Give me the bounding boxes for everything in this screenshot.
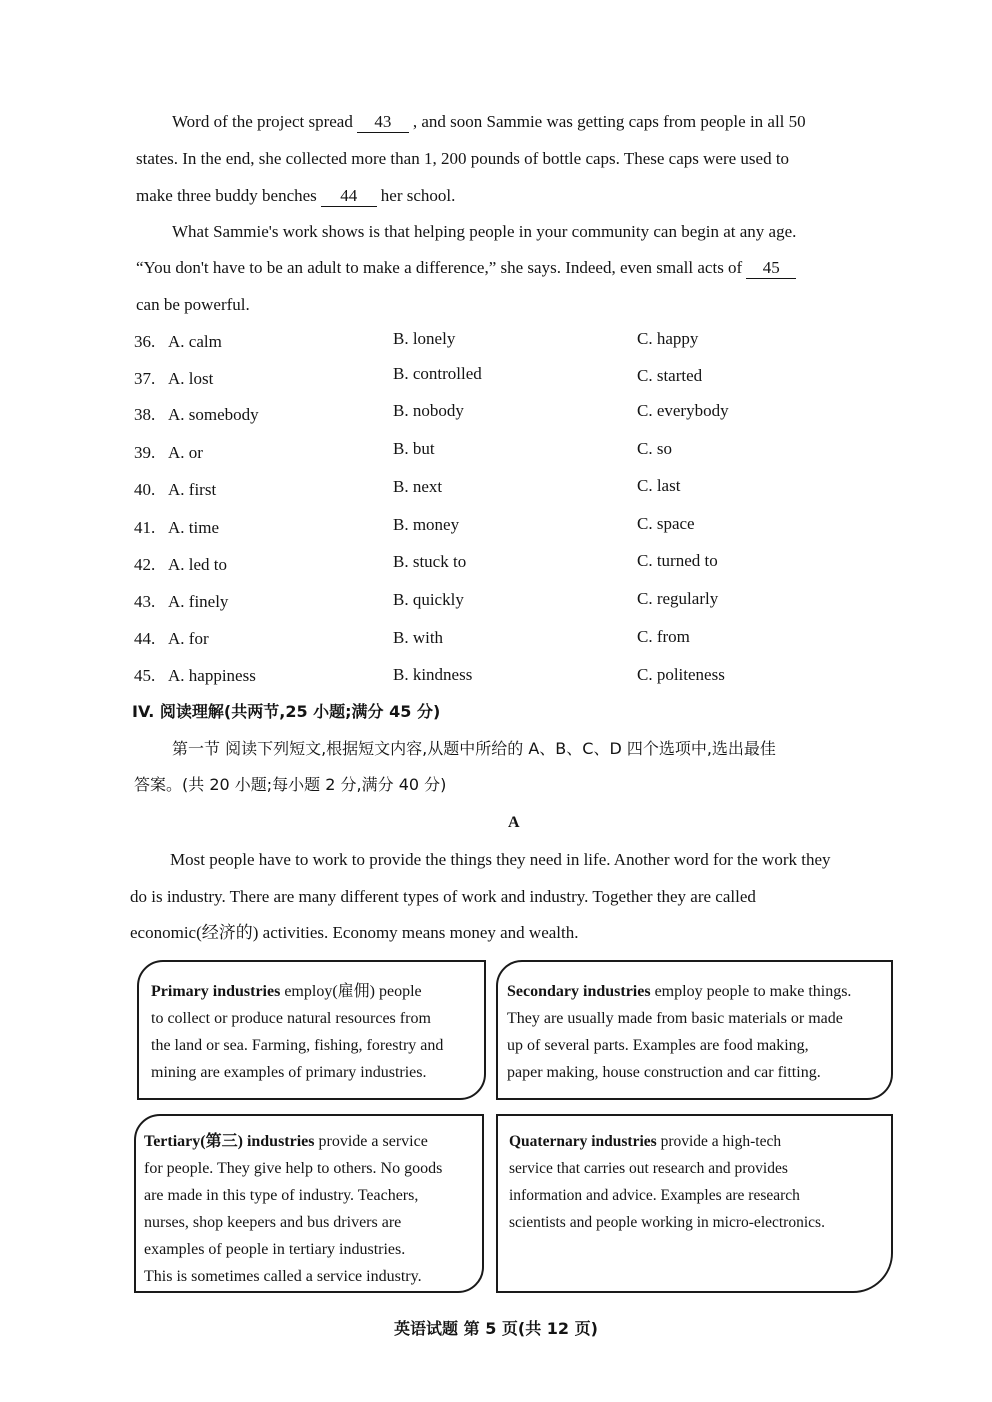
- passage-line: [136, 184, 455, 208]
- option-number: 42.: [134, 555, 156, 574]
- section-instructions: 答案。(共 20 小题;每小题 2 分,满分 40 分): [134, 775, 447, 794]
- option-b: B. lonely: [393, 329, 456, 348]
- page-footer: 英语试题 第 5 页(共 12 页): [394, 1319, 598, 1338]
- passage-a-line: economic(经济的) activities. Economy means money and wealth.: [130, 923, 579, 942]
- passage-a-line: Most people have to work to provide the things they need in life. Another word for the work they: [170, 850, 831, 869]
- section-heading: IV. 阅读理解(共两节,25 小题;满分 45 分): [132, 702, 441, 721]
- option-c: C. from: [637, 627, 690, 646]
- box-text: are made in this type of industry. Teachers,: [144, 1187, 419, 1204]
- passage-text: “You don't have to be an adult to make a difference,” she says. Indeed, even small acts of: [136, 258, 743, 277]
- passage-line: [136, 147, 789, 171]
- passage-text: her school.: [380, 186, 456, 205]
- passage-letter: A: [508, 814, 520, 831]
- option-number: 45.: [134, 666, 156, 685]
- box-text: provide a service: [314, 1133, 428, 1150]
- passage-text: , and soon Sammie was getting caps from people in all 50: [412, 112, 806, 131]
- passage-text: Word of the project spread: [172, 112, 353, 131]
- box-text: This is sometimes called a service industry.: [144, 1268, 422, 1285]
- option-b: B. quickly: [393, 590, 464, 609]
- option-a: A. happiness: [168, 666, 256, 685]
- passage-line: [136, 293, 250, 317]
- option-b: B. stuck to: [393, 552, 467, 571]
- option-b: B. with: [393, 628, 444, 647]
- secondary-industries-box: [496, 960, 893, 1100]
- option-b: B. but: [393, 439, 435, 458]
- box-text: employ(雇佣) people: [280, 983, 422, 1000]
- passage-line: [172, 110, 806, 134]
- passage-text: make three buddy benches: [136, 186, 317, 205]
- tertiary-industries-box: [134, 1114, 484, 1293]
- option-number: 38.: [134, 405, 156, 424]
- option-c: C. turned to: [637, 551, 718, 570]
- box-title: Quaternary industries: [509, 1133, 657, 1150]
- box-title: Primary industries: [151, 983, 281, 1000]
- box-text: the land or sea. Farming, fishing, forestry and: [151, 1037, 444, 1054]
- primary-industries-box: [137, 960, 486, 1100]
- option-c: C. started: [637, 366, 703, 385]
- box-text: nurses, shop keepers and bus drivers are: [144, 1214, 402, 1231]
- option-a: A. somebody: [168, 405, 259, 424]
- option-b: B. next: [393, 477, 443, 496]
- option-c: C. regularly: [637, 589, 719, 608]
- box-text: employ people to make things.: [650, 983, 852, 1000]
- blank-44: 44: [321, 186, 377, 207]
- passage-a-line: do is industry. There are many different types of work and industry. Together they are called: [130, 887, 756, 906]
- option-c: C. space: [637, 514, 695, 533]
- option-a: A. lost: [168, 369, 214, 388]
- option-c: C. everybody: [637, 401, 729, 420]
- box-text: They are usually made from basic materials or made: [507, 1010, 843, 1027]
- box-text: service that carries out research and provides: [509, 1160, 788, 1177]
- blank-45: 45: [746, 258, 796, 279]
- box-text: to collect or produce natural resources from: [151, 1010, 431, 1027]
- box-text: up of several parts. Examples are food making,: [507, 1037, 809, 1054]
- passage-text: What Sammie's work shows is that helping people in your community can begin at any age.: [172, 222, 797, 241]
- option-a: A. or: [168, 443, 203, 462]
- option-c: C. last: [637, 476, 681, 495]
- passage-line: [136, 256, 800, 280]
- option-number: 39.: [134, 443, 156, 462]
- box-text: information and advice. Examples are research: [509, 1187, 800, 1204]
- option-number: 44.: [134, 629, 156, 648]
- option-b: B. kindness: [393, 665, 473, 684]
- option-b: B. controlled: [393, 364, 482, 383]
- option-number: 41.: [134, 518, 156, 537]
- option-a: A. calm: [168, 332, 222, 351]
- option-number: 43.: [134, 592, 156, 611]
- box-text: provide a high-tech: [656, 1133, 782, 1150]
- passage-line: [172, 220, 796, 244]
- option-number: 37.: [134, 369, 156, 388]
- passage-text: states. In the end, she collected more than 1, 200 pounds of bottle caps. These caps were used to: [136, 149, 790, 168]
- option-c: C. happy: [637, 329, 699, 348]
- option-a: A. finely: [168, 592, 229, 611]
- box-title: Tertiary(第三) industries: [144, 1133, 315, 1150]
- blank-43: 43: [357, 112, 409, 133]
- box-text: mining are examples of primary industries.: [151, 1064, 427, 1081]
- option-c: C. politeness: [637, 665, 725, 684]
- passage-text: can be powerful.: [136, 295, 250, 314]
- option-number: 36.: [134, 332, 156, 351]
- box-text: examples of people in tertiary industries.: [144, 1241, 406, 1258]
- box-text: for people. They give help to others. No goods: [144, 1160, 443, 1177]
- option-a: A. for: [168, 629, 209, 648]
- quaternary-industries-box: [496, 1114, 893, 1293]
- option-a: A. time: [168, 518, 219, 537]
- box-text: scientists and people working in micro-electronics.: [509, 1214, 825, 1231]
- option-number: 40.: [134, 480, 156, 499]
- option-c: C. so: [637, 439, 672, 458]
- option-a: A. led to: [168, 555, 228, 574]
- box-text: paper making, house construction and car fitting.: [507, 1064, 821, 1081]
- section-instructions: 第一节 阅读下列短文,根据短文内容,从题中所给的 A、B、C、D 四个选项中,选出最佳: [172, 739, 776, 758]
- option-a: A. first: [168, 480, 217, 499]
- option-b: B. nobody: [393, 401, 464, 420]
- option-b: B. money: [393, 515, 460, 534]
- box-title: Secondary industries: [507, 983, 651, 1000]
